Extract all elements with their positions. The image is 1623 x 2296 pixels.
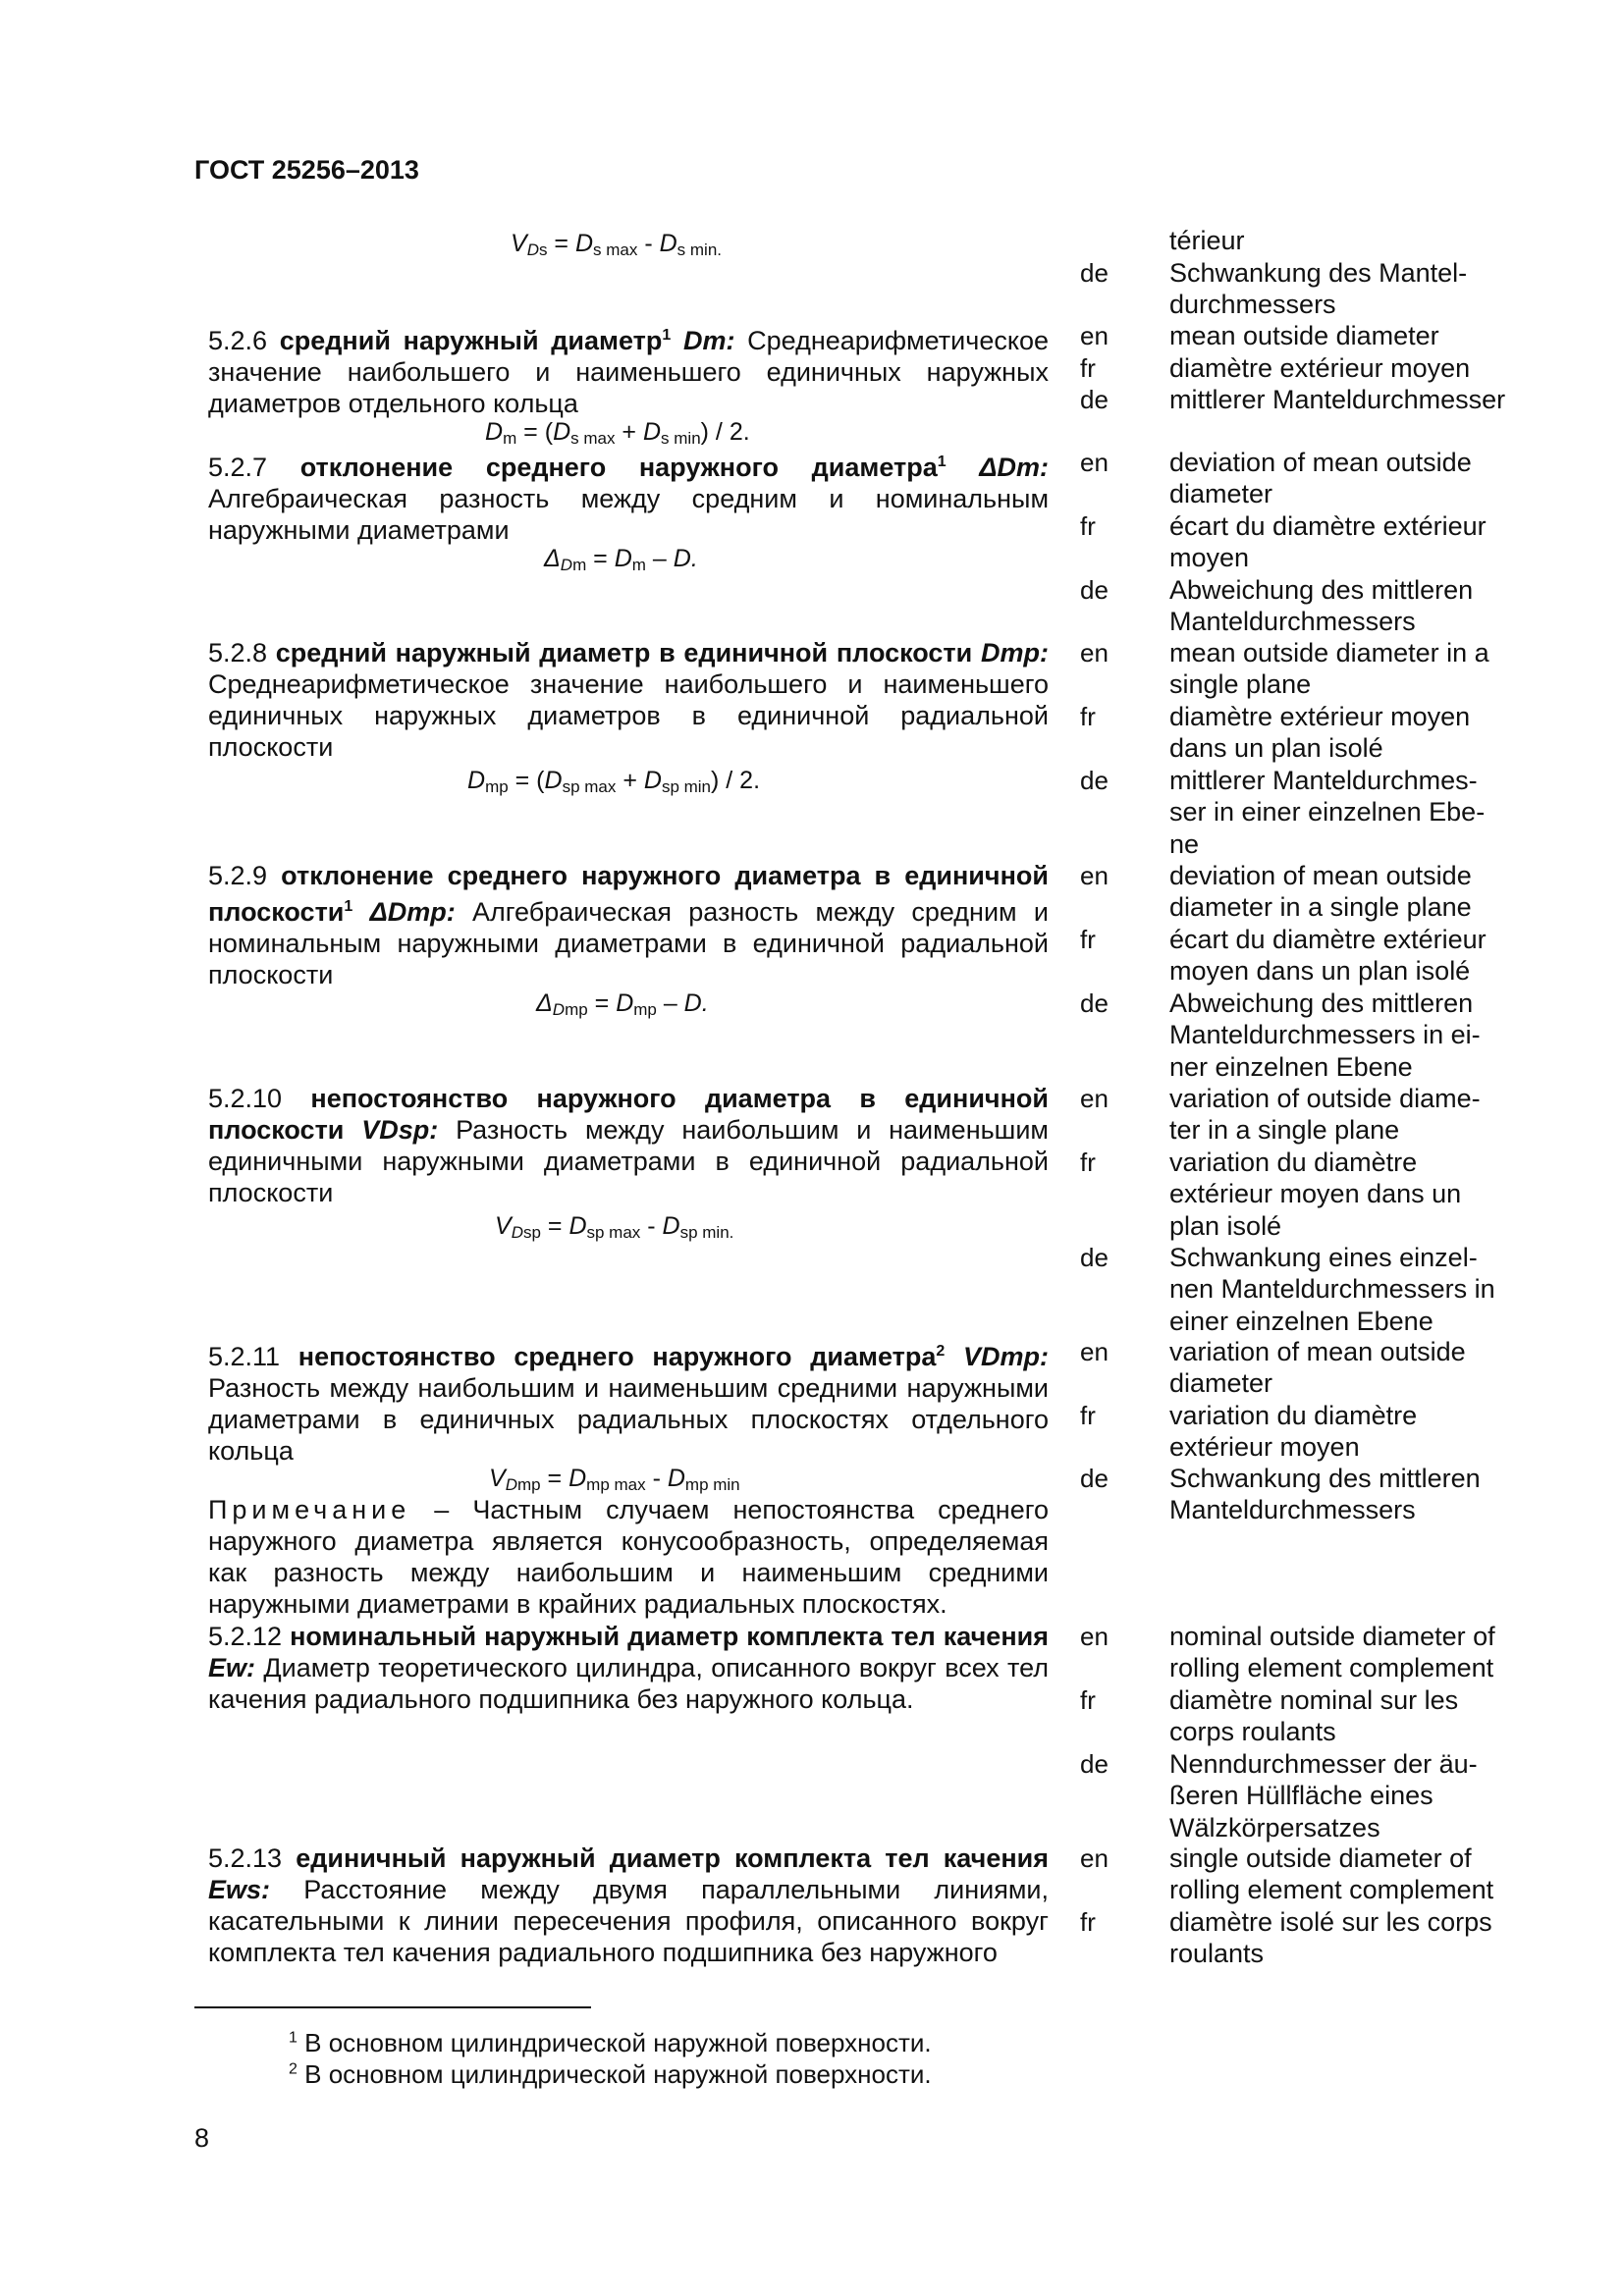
term-title: номинальный наружный диаметр комплекта тел качения: [290, 1622, 1049, 1651]
footnote-text: В основном цилиндрической наружной поверхности.: [304, 2059, 932, 2089]
lang-code-de: de: [1080, 258, 1109, 288]
formula-ddm: [544, 543, 698, 581]
lang-code-en: en: [1080, 861, 1109, 890]
lang-code-de: de: [1080, 1243, 1109, 1272]
term-title: единичный наружный диаметр комплекта тел качения: [296, 1843, 1049, 1873]
term-definition: Диаметр теоретического цилиндра, описанного вокруг всех тел качения радиального подшипника без наружного кольца.: [208, 1653, 1049, 1714]
formula-text: $\Delta_{Dmp} = D_{mp} - D$.: [536, 989, 709, 1019]
lang-code-de: de: [1080, 766, 1109, 795]
term-symbol: Ews:: [208, 1875, 271, 1904]
translation-en: nominal outside diameter of rolling element complement: [1169, 1622, 1495, 1683]
term-definition: Расстояние между двумя параллельными линиями, касательными к линии пересечения профиля, описанного вокруг комплекта тел качения радиального подшипника без наружного: [208, 1875, 1049, 1967]
term-symbol: VDmp:: [963, 1342, 1049, 1371]
term-definition: Среднеарифметическое значение наибольшего и наименьшего единичных наружных диаметров отдельного кольца: [208, 326, 1049, 418]
term-number: 5.2.11: [208, 1342, 281, 1371]
lang-code-de: de: [1080, 1749, 1109, 1779]
lang-code-en: en: [1080, 1084, 1109, 1113]
term-symbol: Ew:: [208, 1653, 256, 1682]
term-number: 5.2.9: [208, 861, 268, 890]
lang-code-fr: fr: [1080, 511, 1096, 541]
lang-code-en: en: [1080, 321, 1109, 350]
translation-en: variation of mean outside diameter: [1169, 1337, 1466, 1399]
term-title: отклонение среднего наружного диаметра в единичной плоскости: [208, 861, 1049, 927]
lang-code-en: en: [1080, 1843, 1109, 1873]
lang-code-en: en: [1080, 448, 1109, 477]
term-entry-5-2-10: [208, 1083, 1049, 1208]
term-number: 5.2.12: [208, 1622, 283, 1651]
term-definition: Алгебраическая разность между средним и номинальным наружными диаметрами: [208, 484, 1049, 545]
term-entry-5-2-7: [208, 447, 1049, 546]
translation-en: mean outside diameter in a single plane: [1169, 638, 1489, 700]
translation-de: mittlerer Manteldurchmes- ser in einer einzelnen Ebe- ne: [1169, 766, 1486, 859]
translation-de: Schwankung des Mantel- durchmessers: [1169, 258, 1468, 320]
note-label: Примечание: [208, 1495, 411, 1524]
formula-vds: [511, 228, 722, 266]
term-entry-5-2-9: [208, 860, 1049, 990]
footnote-number: 1: [289, 2029, 298, 2047]
term-entry-5-2-13: [208, 1842, 1049, 1968]
lang-code-fr: fr: [1080, 1907, 1096, 1937]
lang-code-de: de: [1080, 385, 1109, 414]
translation-de: Schwankung eines einzel- nen Manteldurchmessers in einer einzelnen Ebene: [1169, 1243, 1495, 1336]
translation-en: variation of outside diame- ter in a single plane: [1169, 1084, 1481, 1146]
footnote-number: 2: [289, 2060, 298, 2078]
term-title: непостоянство наружного диаметра в единичной плоскости: [208, 1084, 1049, 1145]
translation-fr: écart du diamètre extérieur moyen: [1169, 511, 1487, 573]
formula-text: $V_{Dsp} = D_{sp max} - D_{sp min.}$: [495, 1212, 734, 1242]
translation-en: deviation of mean outside diameter in a single plane: [1169, 861, 1472, 923]
term-symbol: VDsp:: [361, 1115, 439, 1145]
formula-dmp: [467, 765, 760, 803]
formula-text: $V_{Ds} = D_{s max} - D_{s min.}$: [511, 230, 722, 259]
term-definition: Среднеарифметическое значение наибольшего и наименьшего единичных наружных диаметров в единичной радиальной плоскости: [208, 669, 1049, 762]
lang-code-fr: fr: [1080, 702, 1096, 731]
translation-en: single outside diameter of rolling element complement: [1169, 1843, 1494, 1905]
term-definition: Разность между наибольшим и наименьшим единичными наружными диаметрами в единичной радиальной плоскости: [208, 1115, 1049, 1207]
formula-text: $D_{mp} = (D_{sp max} + D_{sp min}) / 2$.: [467, 767, 761, 796]
formula-ddmp: [536, 988, 709, 1026]
term-title: непостоянство среднего наружного диаметра: [298, 1342, 937, 1371]
footnote-ref: 1: [662, 327, 672, 344]
translation-en: mean outside diameter: [1169, 321, 1439, 350]
translation-fr: diamètre nominal sur les corps roulants: [1169, 1685, 1459, 1747]
lang-code-fr: fr: [1080, 925, 1096, 954]
term-symbol: ΔDmp:: [369, 897, 456, 927]
translation-de: Nenndurchmesser der äu- ßeren Hüllfläche eines Wälzkörpersatzes: [1169, 1749, 1478, 1842]
footnote-divider: [194, 2006, 591, 2008]
lang-code-fr: fr: [1080, 1685, 1096, 1715]
translation-fr: variation du diamètre extérieur moyen: [1169, 1401, 1418, 1463]
term-number: 5.2.6: [208, 326, 268, 355]
term-number: 5.2.8: [208, 638, 268, 667]
term-entry-5-2-8: [208, 637, 1049, 763]
formula-text: $V_{Dmp} = D_{mp max} - D_{mp min}$: [489, 1465, 740, 1494]
formula-vdsp: [495, 1210, 733, 1249]
term-definition: Алгебраическая разность между средним и номинальным наружными диаметрами в единичной радиальной плоскости: [208, 897, 1049, 989]
term-definition: Разность между наибольшим и наименьшим средними наружными диаметрами в единичных радиальных плоскостях отдельного кольца: [208, 1373, 1049, 1466]
term-title: отклонение среднего наружного диаметра: [299, 453, 938, 482]
footnote-1: [289, 2028, 932, 2058]
term-title: средний наружный диаметр: [279, 326, 663, 355]
translation-en: deviation of mean outside diameter: [1169, 448, 1472, 509]
term-number: 5.2.7: [208, 453, 268, 482]
term-number: 5.2.10: [208, 1084, 283, 1113]
lang-code-en: en: [1080, 1622, 1109, 1651]
term-entry-5-2-11: [208, 1336, 1049, 1467]
footnote-ref: 2: [936, 1343, 946, 1360]
term-entry-5-2-12: [208, 1621, 1049, 1715]
term-symbol: ΔDm:: [979, 453, 1049, 482]
footnote-ref: 1: [937, 454, 947, 470]
translation-fr: variation du diamètre extérieur moyen dans un plan isolé: [1169, 1148, 1462, 1241]
term-entry-5-2-6: [208, 320, 1049, 419]
lang-code-fr: fr: [1080, 353, 1096, 383]
translation-fr-continuation: térieur: [1169, 226, 1245, 255]
lang-code-en: en: [1080, 1337, 1109, 1366]
translation-fr: écart du diamètre extérieur moyen dans un plan isolé: [1169, 925, 1487, 987]
note: [208, 1494, 1049, 1620]
document-code: ГОСТ 25256–2013: [194, 155, 419, 185]
footnote-text: В основном цилиндрической наружной поверхности.: [304, 2028, 932, 2057]
translation-de: Abweichung des mittleren Manteldurchmessers in ei- ner einzelnen Ebene: [1169, 988, 1481, 1082]
lang-code-de: de: [1080, 988, 1109, 1018]
translation-de: Schwankung des mittleren Manteldurchmessers: [1169, 1464, 1481, 1525]
page-number: 8: [194, 2123, 210, 2153]
note-text: – Частным случаем непостоянства среднего наружного диаметра является конусообразность, определяемая как разность между наибольшим и наименьшим средними наружными диаметрами в крайних радиальных плоскостях.: [208, 1495, 1049, 1619]
term-title: средний наружный диаметр в единичной плоскости: [275, 638, 973, 667]
translation-fr: diamètre extérieur moyen: [1169, 353, 1471, 383]
translation-de: Abweichung des mittleren Manteldurchmessers: [1169, 575, 1474, 637]
footnote-ref: 1: [344, 898, 353, 915]
term-number: 5.2.13: [208, 1843, 283, 1873]
footnote-2: [289, 2059, 932, 2090]
formula-text: $\Delta_{Dm} = D_m - D$.: [544, 545, 698, 574]
formula-text: $D_m = (D_{s max} + D_{s min}) / 2$.: [485, 418, 750, 448]
lang-code-fr: fr: [1080, 1148, 1096, 1177]
lang-code-de: de: [1080, 575, 1109, 605]
lang-code-fr: fr: [1080, 1401, 1096, 1430]
translation-de: mittlerer Manteldurchmesser: [1169, 385, 1506, 414]
term-symbol: Dmp:: [980, 638, 1049, 667]
translation-fr: diamètre extérieur moyen dans un plan isolé: [1169, 702, 1471, 764]
term-symbol: Dm:: [682, 326, 735, 355]
translation-fr: diamètre isolé sur les corps roulants: [1169, 1907, 1492, 1969]
lang-code-en: en: [1080, 638, 1109, 667]
lang-code-de: de: [1080, 1464, 1109, 1493]
